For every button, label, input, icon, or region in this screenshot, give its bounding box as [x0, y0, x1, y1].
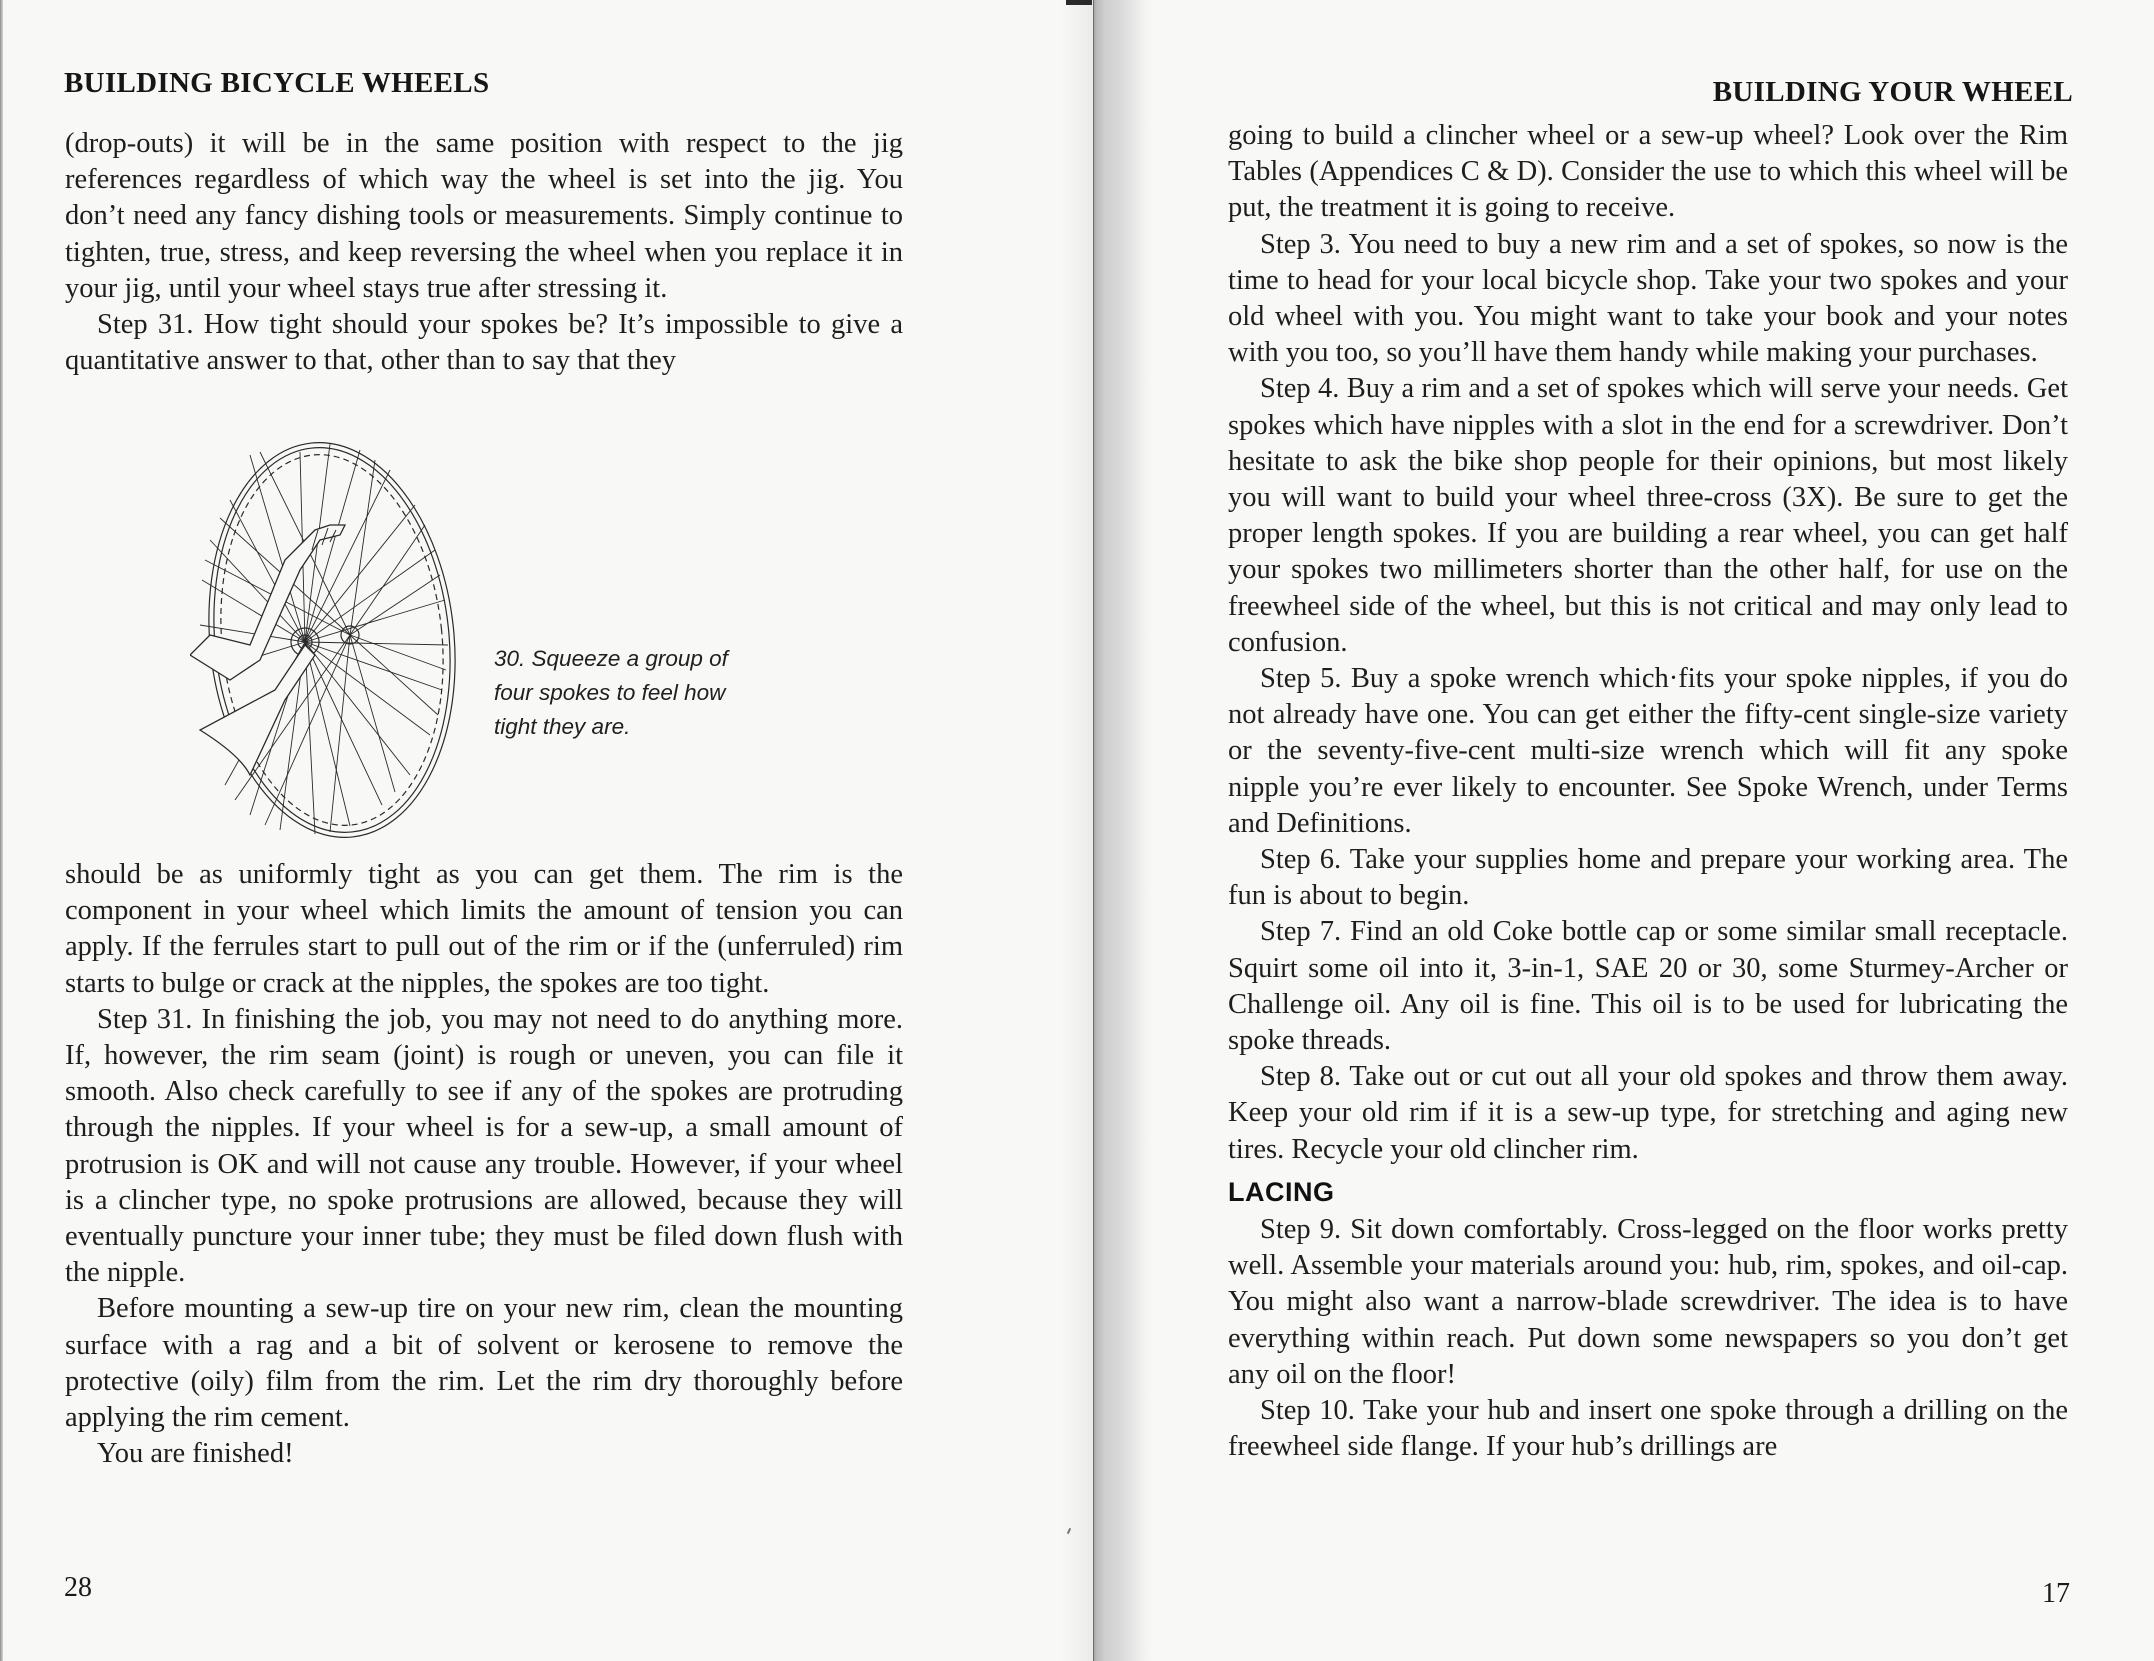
- figure-caption: [494, 642, 794, 744]
- paragraph: going to build a clincher wheel or a sew-up wheel? Look over the Rim Tables (Appendices C & D). Consider the use to which this wheel will be put, the treatment it is going to receive.: [1228, 120, 2068, 224]
- paragraph: Step 31. In finishing the job, you may not need to do anything more. If, however, the rim seam (joint) is rough or uneven, you can file it smooth. Also check carefully to see if any of the spokes are protruding through the nipples. If your wheel is for a sew-up, a small amount of protrusion is OK and will not cause any trouble. However, if your wheel is a clincher type, no spoke protrusions are allowed, because they will eventually puncture your inner tube; they must be filed down flush with the nipple.: [65, 1003, 903, 1289]
- paragraph: Step 10. Take your hub and insert one spoke through a drilling on the freewheel side flange. If your hub’s drillings are: [1228, 1394, 2068, 1463]
- left-text-after-figure: [65, 857, 903, 1472]
- paragraph: You are finished!: [97, 1438, 294, 1470]
- figure-wheel: [190, 430, 480, 850]
- caption-line: 30. Squeeze a group of: [494, 646, 728, 671]
- page-edge-shadow: [0, 0, 3, 1661]
- running-head-left: BUILDING BICYCLE WHEELS: [64, 67, 490, 99]
- gutter-fold-line: [1093, 0, 1094, 1661]
- running-head-right: BUILDING YOUR WHEEL: [1712, 76, 2073, 108]
- gutter-shadow-left: [1060, 0, 1093, 1661]
- paragraph: Step 8. Take out or cut out all your old spokes and throw them away. Keep your old rim if it is a sew-up type, for stretching and aging new tires. Recycle your old clincher rim.: [1228, 1061, 2068, 1165]
- bicycle-wheel-illustration-icon: [190, 430, 480, 850]
- paragraph: Step 4. Buy a rim and a set of spokes which will serve your needs. Get spokes which have nipples with a slot in the end for a screwdriver. Don’t hesitate to ask the bike shop people for their opinions, but most likely you will want to build your wheel three-cross (3X). Be sure to get the proper length spokes. If you are building a rear wheel, you can get half your spokes two millimeters shorter than the other half, for use on the freewheel side of the wheel, but this is not critical and may only lead to confusion.: [1228, 373, 2068, 658]
- paragraph: Step 6. Take your supplies home and prepare your working area. The fun is about to begin.: [1228, 844, 2068, 912]
- page-number-left: 28: [64, 1572, 92, 1603]
- paragraph: Step 5. Buy a spoke wrench which·fits your spoke nipples, if you do not already have one. You can get either the fifty-cent single-size variety or the seventy-five-cent multi-size wrench which will fit any spoke nipple you’re ever likely to encounter. See Spoke Wrench, under Terms and Definitions.: [1228, 663, 2068, 839]
- left-text-before-figure: [65, 126, 903, 379]
- paragraph: Step 9. Sit down comfortably. Cross-legged on the floor works pretty well. Assemble your materials around you: hub, rim, spokes, and oil-cap. You might also want a narrow-blade screwdriver. The idea is to have everything within reach. Put down some newspapers so you don’t get any oil on the floor!: [1228, 1213, 2068, 1390]
- scan-artifact-mark: [1066, 0, 1092, 5]
- page-number-right: 17: [2042, 1578, 2070, 1609]
- right-text: [1228, 118, 2068, 1465]
- book-gutter: [1093, 0, 1153, 1661]
- paragraph: Step 7. Find an old Coke bottle cap or some similar small receptacle. Squirt some oil into it, 3-in-1, SAE 20 or 30, some Sturmey-Archer or Challenge oil. Any oil is fine. This oil is to be used for lubricating the spoke threads.: [1228, 916, 2068, 1057]
- paragraph: (drop-outs) it will be in the same position with respect to the jig references regardless of which way the wheel is set into the jig. You don’t need any fancy dishing tools or measurements. Simply continue to tighten, true, stress, and keep reversing the wheel when you replace it in your jig, until your wheel stays true after stressing it.: [65, 128, 903, 304]
- paragraph: Step 31. How tight should your spokes be? It’s impossible to give a quantitative answer to that, other than to say that they: [65, 309, 903, 377]
- caption-line: four spokes to feel how: [494, 680, 726, 705]
- paragraph: should be as uniformly tight as you can get them. The rim is the component in your wheel which limits the amount of tension you can apply. If the ferrules start to pull out of the rim or if the (unferruled) rim starts to bulge or crack at the nipples, the spokes are too tight.: [65, 859, 903, 999]
- paragraph: Before mounting a sew-up tire on your new rim, clean the mounting surface with a rag and a bit of solvent or kerosene to remove the protective (oily) film from the rim. Let the rim dry thoroughly before applying the rim cement.: [65, 1293, 903, 1434]
- section-heading-lacing: LACING: [1228, 1176, 1335, 1207]
- caption-line: tight they are.: [494, 714, 631, 739]
- paragraph: Step 3. You need to buy a new rim and a set of spokes, so now is the time to head for your local bicycle shop. Take your two spokes and your old wheel with you. You might want to take your book and your notes with you too, so you’ll have them handy while making your purchases.: [1228, 228, 2068, 369]
